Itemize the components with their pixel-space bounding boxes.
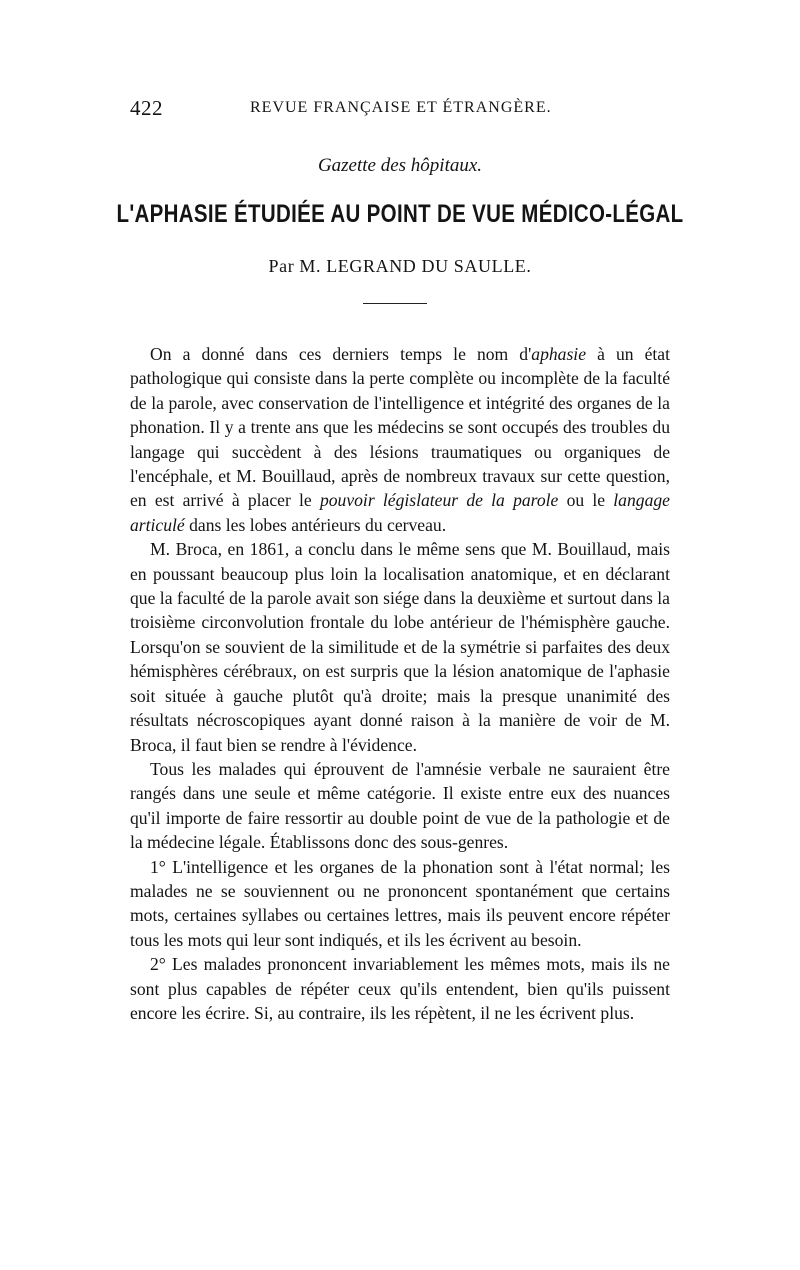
running-head (130, 96, 675, 120)
text-run: dans les lobes antérieurs du cerveau. (184, 514, 447, 535)
journal-title: REVUE FRANÇAISE ET ÉTRANGÈRE. (250, 99, 552, 116)
emphasis-langage: langage articulé (130, 490, 670, 535)
paragraph-5: 2° Les malades prononcent invariablement les mêmes mots, mais ils ne sont plus capables de répéter ceux qu'ils entendent, bien qu'ils puissent encore les écrire. Si, au contraire, ils les répètent, il ne les écrivent plus. (130, 954, 670, 1023)
paragraph-3: Tous les malades qui éprouvent de l'amnésie verbale ne sauraient être rangés dans une seule et même catégorie. Il existe entre eux des nuances qu'il importe de faire ressortir au double point de vue de la pathologie et de la médecine légale. Établissons donc des sous-genres. (130, 758, 670, 853)
paragraph-1 (130, 342, 670, 537)
article-body (130, 342, 670, 1025)
source-citation: Gazette des hôpitaux. (317, 155, 483, 176)
text-run: ou le (558, 490, 614, 511)
paragraph-2: M. Broca, en 1861, a conclu dans le même sens que M. Bouillaud, mais en poussant beaucoup plus loin la localisation anatomique, et en déclarant que la faculté de la parole avait son siége dans la deuxième et surtout dans la troisième circonvolution frontale du lobe antérieur de l'hémisphère gauche. Lorsqu'on se souvient de la similitude et de la symétrie si parfaites des deux hémisphères cérébraux, on est surpris que la lésion anatomique de l'aphasie soit située à gauche plutôt qu'à droite; mais la presque unanimité des résultats nécroscopiques ayant donné raison à la manière de voir de M. Broca, il faut bien se rendre à l'évidence. (130, 539, 670, 755)
section-divider (363, 303, 427, 304)
emphasis-pouvoir: pouvoir législateur de la parole (319, 490, 559, 511)
paragraph-4: 1° L'intelligence et les organes de la phonation sont à l'état normal; les malades ne se souviennent ou ne prononcent spontanément que certains mots, certaines syllabes ou certaines lettres, mais ils peuvent encore répéter tous les mots qui leur sont indiqués, et ils les écrivent au besoin. (130, 856, 670, 950)
author-byline: Par M. LEGRAND DU SAULLE. (268, 256, 532, 276)
text-run: à un état pathologique qui consiste dans la perte complète ou incomplète de la faculté de la parole, avec conservation de l'intelligence et intégrité des organes de la phonation. Il y a trente ans que les médecins se sont occupés des troubles du langage qui succèdent à des lésions traumatiques ou organiques de l'encéphale, et M. Bouillaud, après de nombreux travaux sur cette question, en est arrivé à placer le (130, 344, 670, 511)
page-number: 422 (130, 96, 163, 120)
emphasis-aphasie: aphasie (531, 344, 586, 364)
article-title: L'APHASIE ÉTUDIÉE AU POINT DE VUE MÉDICO-LÉGAL (116, 200, 684, 228)
text-run: On a donné dans ces derniers temps le nom d' (150, 344, 532, 364)
